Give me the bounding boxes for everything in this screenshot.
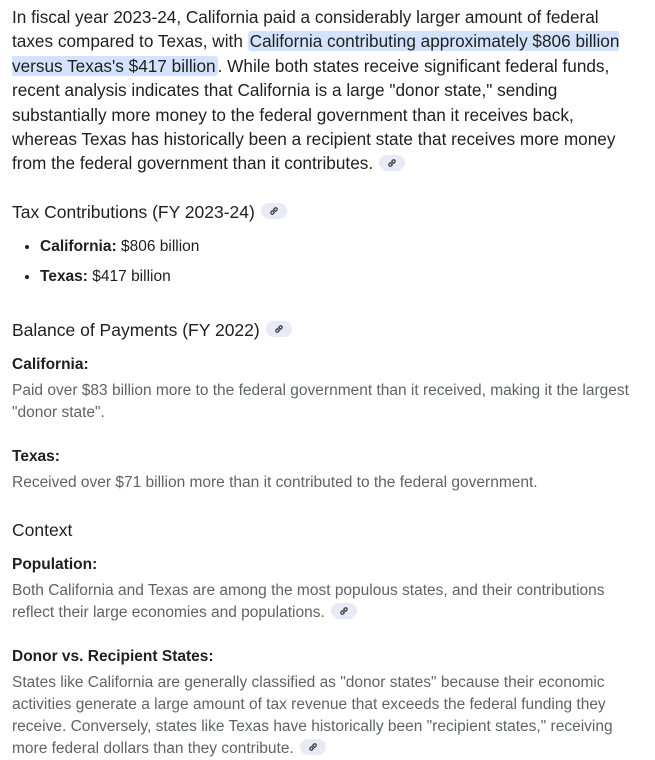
link-icon xyxy=(339,606,349,616)
source-link-chip[interactable] xyxy=(331,603,357,619)
list-item xyxy=(40,262,643,292)
list-item-label: Texas: xyxy=(40,267,88,285)
tax-contributions-list xyxy=(12,232,643,292)
population-label: Population: xyxy=(12,555,98,573)
tax-contributions-heading xyxy=(12,200,643,224)
population-text: Both California and Texas are among the most populous states, and their contributions reflect their large economies and populations. xyxy=(12,581,605,621)
donor-recipient-label: Donor vs. Recipient States: xyxy=(12,647,214,665)
source-link-chip[interactable] xyxy=(266,321,292,337)
texas-balance-text: Received over $71 billion more than it contributed to the federal government. xyxy=(12,473,538,491)
balance-of-payments-title: Balance of Payments (FY 2022) xyxy=(12,319,260,340)
link-icon xyxy=(308,742,318,752)
population-paragraph xyxy=(12,580,643,624)
list-item-value: $417 billion xyxy=(87,267,171,285)
donor-recipient-paragraph xyxy=(12,672,643,760)
california-label: California: xyxy=(12,355,89,373)
list-item-label: California: xyxy=(40,237,117,255)
intro-paragraph xyxy=(12,5,643,176)
intro-text-after: . While both states receive significant federal funds, recent analysis indicates that California is a large "donor state," sending substantially more money to the federal government than it receives back, whereas Texas has historically been a recipient state that receives more money from the federal government than it contributes. xyxy=(12,55,616,174)
intro-text-before: In fiscal year 2023-24, California paid a considerably larger amount of federal taxes compared to Texas, with xyxy=(12,7,599,52)
balance-of-payments-heading xyxy=(12,318,643,342)
source-link-chip[interactable] xyxy=(300,739,326,755)
tax-contributions-title: Tax Contributions (FY 2023-24) xyxy=(12,201,255,222)
donor-recipient-text: States like California are generally classified as "donor states" because their economic activities generate a large amount of tax revenue that exceeds the federal funding they receive. Conversely, states like Texas have historically been "recipient states," receiving more federal dollars than they contribute. xyxy=(12,673,613,757)
link-icon xyxy=(269,206,279,216)
list-item-value: $806 billion xyxy=(116,237,200,255)
context-heading: Context xyxy=(12,519,73,540)
intro-highlight: California contributing approximately $806 billion versus Texas's $417 billion xyxy=(12,31,620,76)
texas-label: Texas: xyxy=(12,447,60,465)
list-item xyxy=(40,232,643,262)
source-link-chip[interactable] xyxy=(379,155,405,171)
link-icon xyxy=(274,324,284,334)
california-balance-text: Paid over $83 billion more to the federal government than it received, making it the largest "donor state". xyxy=(12,381,629,421)
link-icon xyxy=(387,158,397,168)
source-link-chip[interactable] xyxy=(261,203,287,219)
